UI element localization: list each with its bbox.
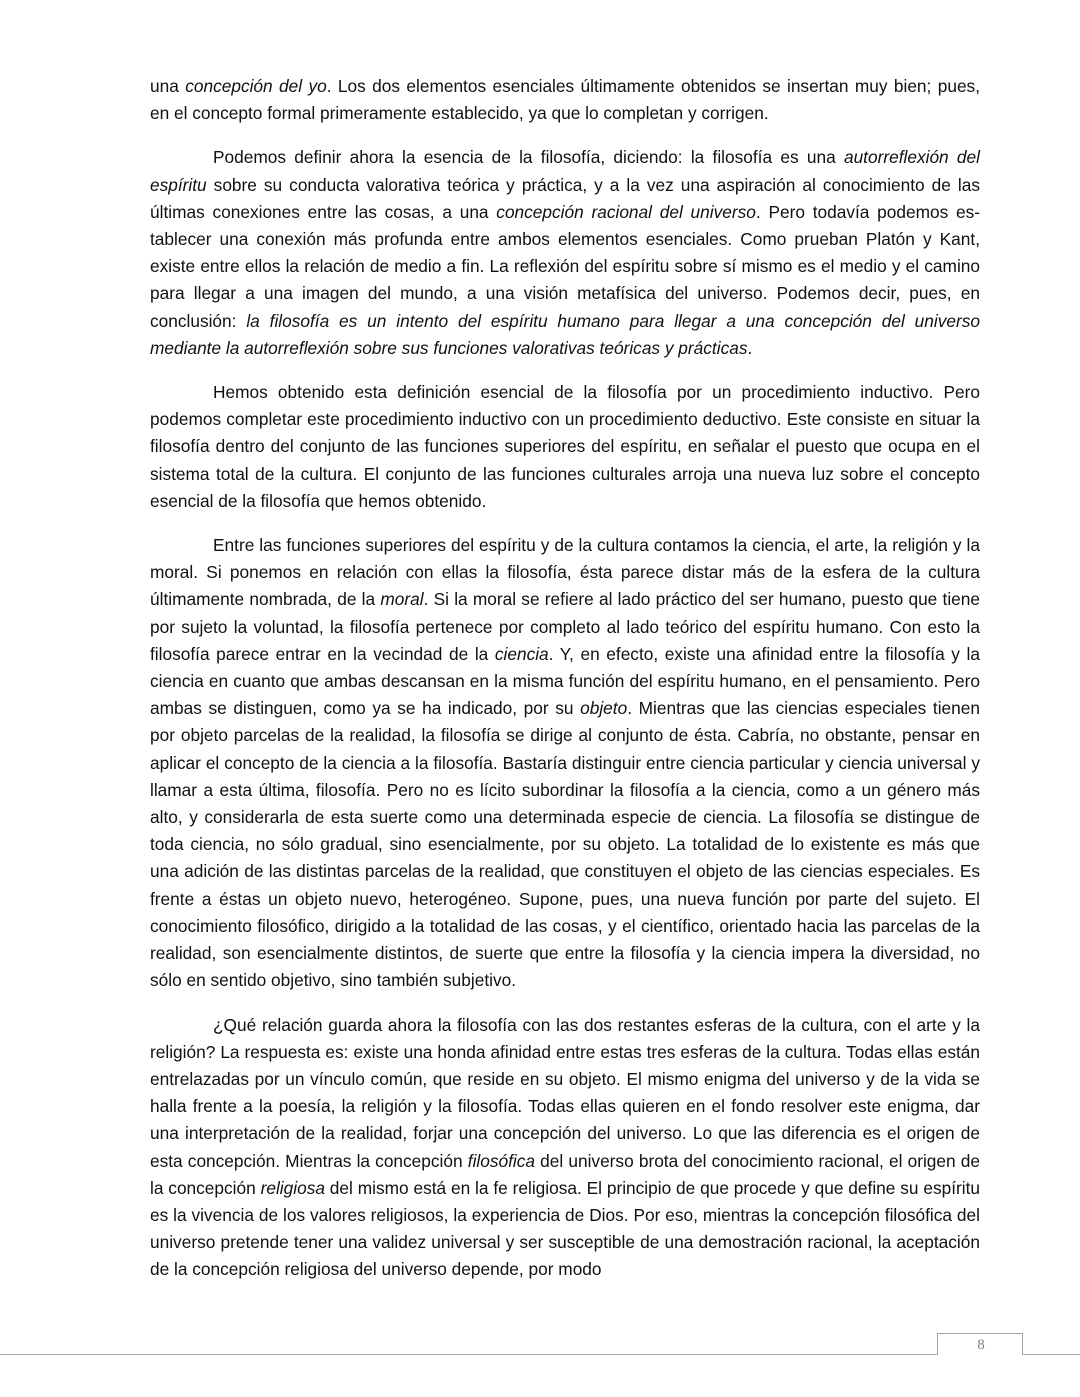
text-run: del mismo está en la fe religiosa. El principio de que procede y que define su espíritu es la vivencia de los valores religiosos, la experiencia de Dios. Por eso, mientras la concepción filosófica del universo pretende tener una validez universal y ser susceptible de una demostración racional, la aceptación de la concepción religiosa del universo depende, por modo [150, 1177, 981, 1280]
text-run: Podemos definir ahora la esencia de la filosofía, diciendo: la filosofía es una [213, 147, 844, 168]
document-body [150, 73, 980, 1301]
paragraph [150, 1012, 980, 1284]
italic-text: concepción del yo [185, 76, 327, 96]
page-number: 8 [977, 1337, 985, 1353]
footer-rule [0, 1354, 1080, 1355]
paragraph [150, 532, 980, 994]
italic-text: objeto [580, 698, 628, 719]
italic-text: moral [380, 589, 424, 610]
text-run: . Si la moral se refiere al lado práctico del ser humano, puesto que tiene por sujeto la voluntad, la filosofía pertenece por completo al lado teórico del espíritu humano. Con esto la filosofía parece entrar en la vecindad de la [150, 589, 980, 664]
text-run: sobre su conducta valorativa teórica y práctica, y a la vez una aspiración al conocimiento de las últimas conexiones entre las cosas, a una [150, 174, 980, 222]
page-number-box [937, 1333, 1023, 1355]
text-run: ¿Qué relación guarda ahora la filosofía con las dos restantes esferas de la cultura, con el arte y la religión? La respuesta es: existe una honda afinidad entre estas tres esferas de la cultura. Todas ellas están entrelazadas por un vínculo común, que reside en su objeto. El mismo enigma del universo y de la vida se halla frente a la poesía, la religión y la filosofía. Todas ellas quieren en el fondo resolver este enigma, dar una interpretación de la realidad, forjar una concepción del universo. Lo que las diferencia es el origen de esta concepción. Mientras la concepción [150, 1014, 980, 1171]
italic-text: filosófica [467, 1150, 536, 1171]
italic-text: la filosofía es un intento del espíritu humano para llegar a una concepción del universo mediante la autorreflexión sobre sus funciones valorativas teóricas y prácticas [150, 310, 981, 358]
italic-text: ciencia [494, 643, 549, 664]
paragraph [150, 144, 980, 362]
text-run: . Mientras que las ciencias especiales tienen por objeto parcelas de la realidad, la filosofía se dirige al conjunto de ésta. Cabría, no obstante, pensar en aplicar el concepto de la ciencia a la filosofía. Bastaría distinguir entre ciencia particular y ciencia universal y llamar a esta última, filosofía. Pero no es lícito subordinar la filosofía a la ciencia, como a un género más alto, y considerarla de esta suerte como una determinada especie de ciencia. La filosofía se distingue de toda ciencia, no sólo gradual, sino esencialmente, por su objeto. La totalidad de lo existente es más que una adición de las distintas parcelas de la realidad, que constituyen el objeto de las ciencias especiales. Es frente a éstas un objeto nuevo, heterogéneo. Supone, pues, una nueva función por parte del sujeto. El conocimiento filosófico, dirigido a la totalidad de las cosas, y el científico, orientado hacia las parcelas de la realidad, son esencialmente distintos, de suerte que entre la filosofía y la ciencia impera la diversidad, no sólo en sentido objetivo, sino también subjetivo. [150, 698, 980, 991]
text-run: una [150, 76, 186, 96]
text-run: Hemos obtenido esta definición esencial de la filosofía por un procedimiento inductivo. Pero podemos completar este procedimiento inductivo con un procedimiento deductivo. Este consiste en situar la filosofía dentro del conjunto de las funciones superiores del espíritu, en señalar el puesto que ocupa en el sistema total de la cultura. El conjunto de las funciones culturales arroja una nueva luz sobre el concepto esencial de la filosofía que hemos obtenido. [150, 382, 980, 511]
text-run: del universo brota del conocimiento racional, el origen de la concepción [150, 1150, 980, 1198]
text-run: Entre las funciones superiores del espíritu y de la cultura contamos la ciencia, el arte, la religión y la moral. Si ponemos en relación con ellas la filosofía, ésta parece distar más de la esfera de la cultura últimamente nombrada, de la [150, 535, 980, 610]
italic-text: religiosa [260, 1177, 325, 1198]
text-run: . Y, en efecto, existe una afinidad entre la filosofía y la ciencia en cuanto que ambas descansan en la misma función del espíritu humano, en el pensamiento. Pero ambas se distinguen, como ya se ha indicado, por su [150, 643, 980, 719]
text-run: . Los dos elementos esenciales últimamente obtenidos se insertan muy bien; pues, en el concepto formal primeramente establecido, ya que lo completan y corrigen. [150, 76, 980, 124]
text-run: . [747, 337, 753, 358]
italic-text: autorreflexión del espíritu [150, 147, 980, 195]
text-run: . Pero todavía podemos establecer una conexión más profunda entre ambos elementos esenciales. Como prueban Platón y Kant, existe entre ellos la relación de medio a fin. La reflexión del espíritu sobre sí mismo es el medio y el camino para llegar a una imagen del mundo, a una visión metafísica del universo. Podemos decir, pues, en conclusión: [150, 201, 980, 331]
paragraph [150, 379, 980, 515]
paragraph [150, 73, 980, 127]
italic-text: concepción racional del universo [496, 201, 756, 222]
